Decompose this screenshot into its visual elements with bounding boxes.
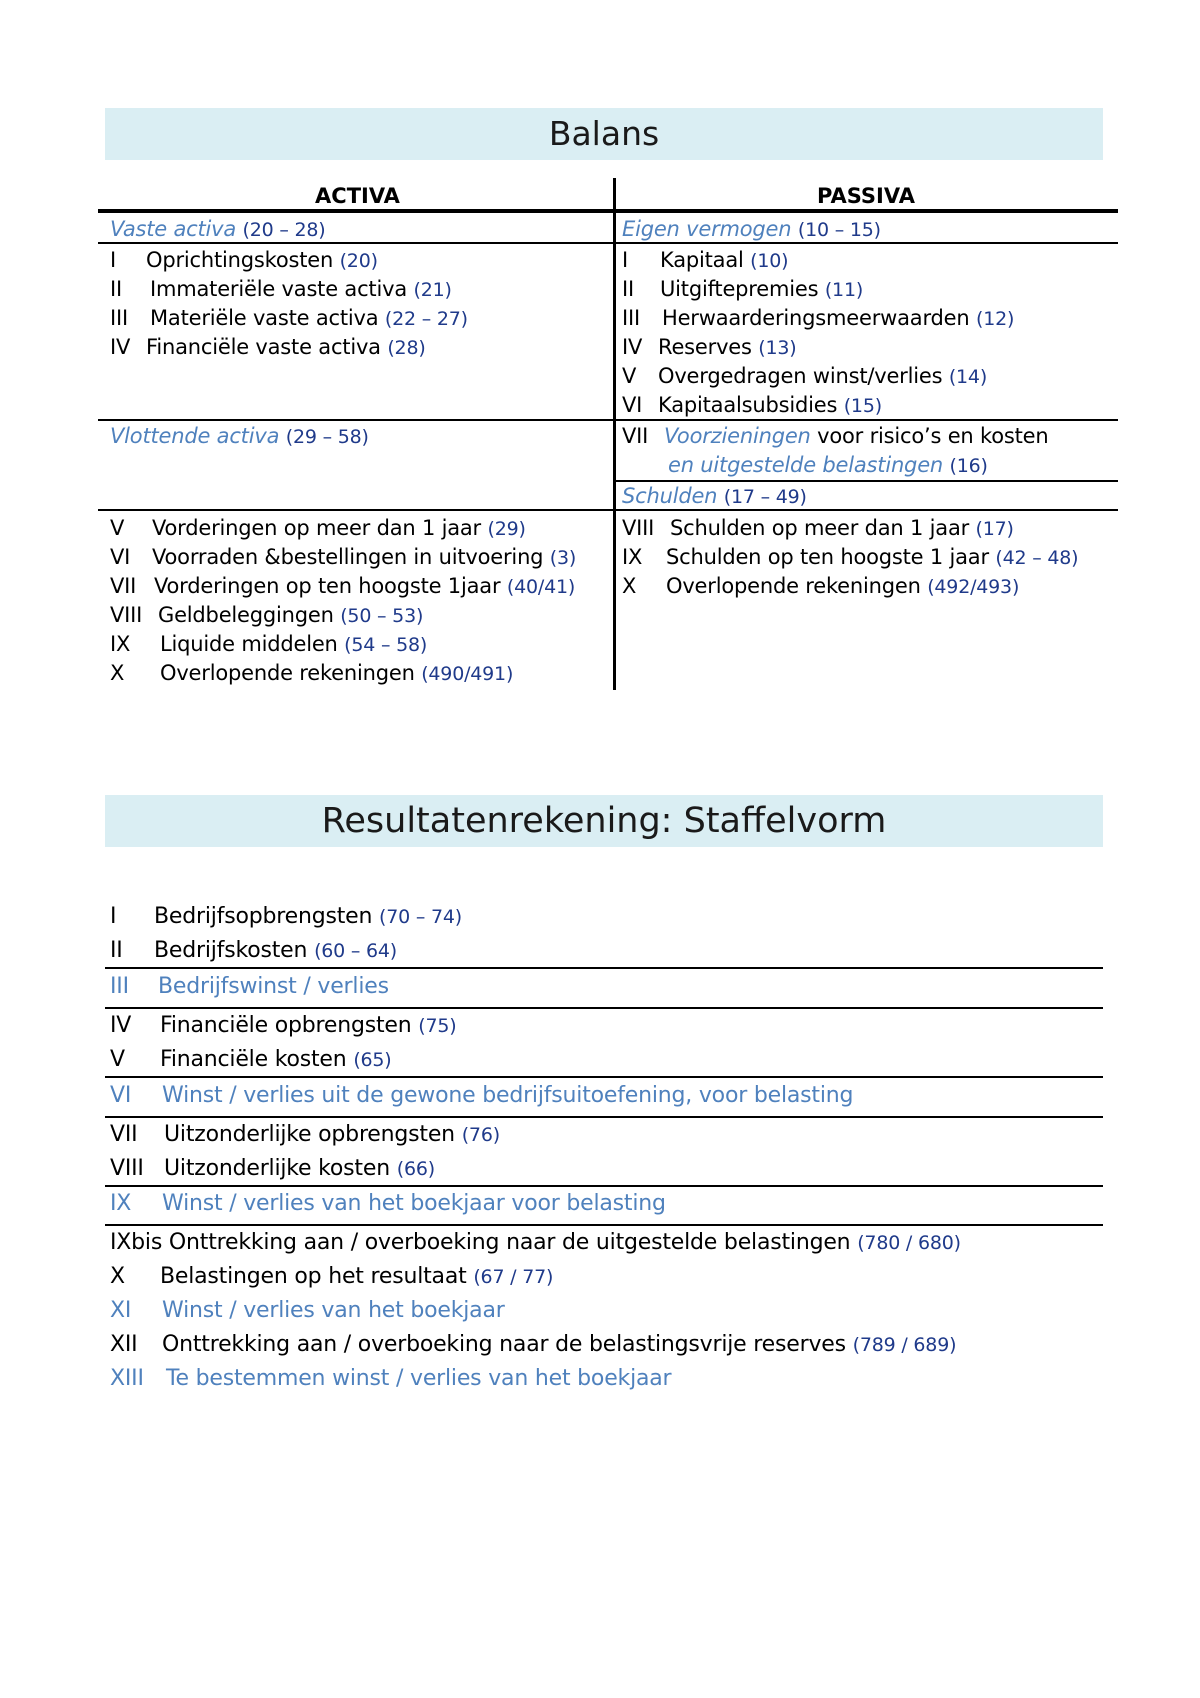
voorzieningen-heading [622, 422, 1048, 451]
table-row [110, 1261, 553, 1293]
table-row [110, 1329, 956, 1361]
roman-numeral: IX [110, 1191, 132, 1216]
list-item [110, 246, 378, 276]
item-code: (14) [948, 366, 988, 388]
list-item [622, 514, 1014, 544]
item-label: Schulden op meer dan 1 jaar [670, 516, 970, 540]
list-item [622, 333, 796, 363]
item-code: (21) [413, 279, 452, 301]
passiva-header: PASSIVA [817, 184, 915, 208]
table-row [110, 1188, 666, 1220]
activa-header: ACTIVA [315, 184, 400, 208]
table-row [110, 1010, 456, 1042]
item-label: Reserves [658, 335, 752, 359]
schulden-code: (17 – 49) [723, 486, 807, 508]
roman-numeral: VIII [622, 516, 655, 540]
item-code: (42 – 48) [995, 547, 1079, 569]
list-item [622, 304, 1014, 334]
header-rule [98, 209, 1118, 213]
item-code: (13) [758, 337, 797, 359]
roman-numeral: IV [110, 335, 131, 359]
vaste-activa-label: Vaste activa [110, 217, 237, 241]
list-item [622, 391, 882, 421]
item-code: (50 – 53) [340, 605, 424, 627]
item-label: Overlopende rekeningen [160, 661, 415, 685]
row-label: Uitzonderlijke kosten [164, 1156, 390, 1181]
row-label: Belastingen op het resultaat [160, 1264, 467, 1289]
roman-numeral: X [110, 1264, 125, 1289]
roman-numeral: XII [110, 1332, 138, 1357]
item-code: (490/491) [421, 663, 514, 685]
vlottende-activa-heading [110, 422, 369, 452]
list-item [110, 333, 426, 363]
list-item [110, 275, 452, 305]
item-label: Oprichtingskosten [146, 248, 334, 272]
roman-numeral: X [622, 574, 637, 598]
table-row [110, 1044, 392, 1076]
row-code: (60 – 64) [314, 940, 398, 962]
row-label: Uitzonderlijke opbrengsten [164, 1122, 455, 1147]
list-item [622, 275, 863, 305]
table-row [110, 901, 462, 933]
roman-numeral: VI [622, 393, 643, 417]
lower-rule [98, 509, 1118, 511]
list-item [622, 362, 987, 392]
row-label: Financiële kosten [160, 1047, 347, 1072]
row-rule [105, 1076, 1103, 1078]
roman-numeral: V [110, 1047, 125, 1072]
roman-numeral: I [110, 904, 117, 929]
roman-numeral: II [110, 277, 122, 301]
item-code: (15) [843, 395, 882, 417]
roman-numeral: I [622, 248, 628, 272]
item-code: (11) [824, 279, 864, 301]
voorzieningen-rest: voor risico’s en kosten [817, 424, 1049, 448]
row-code: (65) [353, 1049, 392, 1071]
roman-numeral: IV [110, 1013, 132, 1038]
table-row [110, 1080, 853, 1112]
table-row [110, 1227, 961, 1259]
voorzieningen-line2 [668, 451, 988, 481]
item-label: Materiële vaste activa [150, 306, 379, 330]
roman-numeral: III [622, 306, 640, 330]
item-code: (28) [387, 337, 426, 359]
item-code: (12) [975, 308, 1015, 330]
schulden-label: Schulden [622, 484, 718, 508]
row-code: (789 / 689) [852, 1334, 957, 1356]
list-item [110, 514, 526, 544]
item-code: (17) [975, 518, 1014, 540]
item-label: Kapitaal [660, 248, 744, 272]
roman-numeral: III [110, 306, 128, 330]
roman-numeral: II [110, 938, 123, 963]
item-label: Overlopende rekeningen [666, 574, 921, 598]
vaste-activa-heading [110, 215, 326, 245]
roman-numeral: XIII [110, 1366, 144, 1391]
row-rule [105, 1007, 1103, 1009]
eigen-vermogen-label: Eigen vermogen [622, 217, 792, 241]
roman-numeral: IX [622, 545, 643, 569]
roman-numeral: IXbis [110, 1230, 163, 1255]
item-label: Vorderingen op ten hoogste 1jaar [154, 574, 501, 598]
row-rule [105, 1224, 1103, 1226]
row-code: (780 / 680) [857, 1232, 961, 1254]
resultatenrekening-title: Resultatenrekening: Staffelvorm [105, 795, 1103, 847]
row-code: (70 – 74) [379, 906, 462, 928]
roman-numeral: V [110, 516, 125, 540]
vlottende-activa-label: Vlottende activa [110, 424, 280, 448]
item-label: Overgedragen winst/verlies [658, 364, 943, 388]
roman-numeral: III [110, 974, 129, 999]
table-row [110, 1153, 435, 1185]
item-label: Schulden op ten hoogste 1 jaar [666, 545, 989, 569]
roman-numeral: IX [110, 632, 131, 656]
item-code: (54 – 58) [344, 634, 428, 656]
roman-numeral: VIII [110, 603, 143, 627]
row-rule [105, 1116, 1103, 1118]
item-label: Uitgiftepremies [660, 277, 819, 301]
item-label: Liquide middelen [160, 632, 338, 656]
vaste-activa-code: (20 – 28) [242, 219, 326, 241]
row-label: Onttrekking aan / overboeking naar de uitgestelde belastingen [168, 1230, 851, 1255]
voorzieningen-code: (16) [949, 455, 988, 477]
roman-numeral: IV [622, 335, 643, 359]
row-code: (76) [461, 1124, 500, 1146]
row-label: Onttrekking aan / overboeking naar de belastingsvrije reserves [162, 1332, 846, 1357]
schulden-heading [622, 482, 807, 512]
item-label: Herwaarderingsmeerwaarden [662, 306, 970, 330]
list-item [110, 572, 575, 602]
item-code: (29) [487, 518, 526, 540]
eigen-vermogen-heading [622, 215, 881, 245]
eigen-vermogen-code: (10 – 15) [797, 219, 881, 241]
voorzieningen-line2-label: en uitgestelde belastingen [668, 453, 944, 477]
list-item [110, 659, 513, 689]
item-code: (20) [339, 250, 378, 272]
row-code: (75) [418, 1015, 457, 1037]
row-label: Winst / verlies uit de gewone bedrijfsuitoefening, voor belasting [162, 1083, 854, 1108]
list-item [622, 543, 1078, 573]
vlottende-activa-code: (29 – 58) [285, 426, 369, 448]
list-item [622, 572, 1019, 602]
row-rule [105, 1185, 1103, 1187]
row-label: Winst / verlies van het boekjaar voor belasting [162, 1191, 666, 1216]
column-divider [613, 178, 616, 690]
roman-numeral: VI [110, 545, 131, 569]
roman-numeral: X [110, 661, 125, 685]
row-rule [105, 967, 1103, 969]
table-row [110, 935, 397, 967]
table-row [110, 1295, 505, 1327]
item-label: Financiële vaste activa [146, 335, 381, 359]
item-label: Kapitaalsubsidies [658, 393, 838, 417]
mid-rule [98, 419, 1118, 421]
roman-numeral: XI [110, 1298, 132, 1323]
row-label: Financiële opbrengsten [160, 1013, 412, 1038]
list-item [110, 304, 468, 334]
list-item [110, 601, 423, 631]
roman-numeral: VII [110, 574, 137, 598]
voorzieningen-label: Voorzieningen [664, 424, 811, 448]
list-item [110, 630, 427, 660]
row-label: Bedrijfswinst / verlies [158, 974, 389, 999]
balans-title: Balans [105, 108, 1103, 160]
row-label: Bedrijfsopbrengsten [154, 904, 373, 929]
row-label: Bedrijfskosten [154, 938, 308, 963]
item-label: Geldbeleggingen [158, 603, 334, 627]
row-label: Te bestemmen winst / verlies van het boekjaar [166, 1366, 672, 1391]
roman-numeral: V [622, 364, 637, 388]
table-row [110, 1363, 671, 1395]
roman-numeral: VI [110, 1083, 132, 1108]
item-label: Immateriële vaste activa [150, 277, 407, 301]
roman-numeral: VII [110, 1122, 138, 1147]
roman-numeral: I [110, 248, 116, 272]
list-item [622, 246, 788, 276]
row-label: Winst / verlies van het boekjaar [162, 1298, 505, 1323]
item-label: Vorderingen op meer dan 1 jaar [152, 516, 481, 540]
list-item [110, 543, 576, 573]
item-label: Voorraden &bestellingen in uitvoering [152, 545, 544, 569]
table-row [110, 1119, 500, 1151]
roman-numeral: VII [622, 424, 649, 448]
item-code: (3) [549, 547, 577, 569]
table-row [110, 971, 389, 1003]
row-code: (66) [396, 1158, 435, 1180]
item-code: (10) [750, 250, 789, 272]
item-code: (492/493) [927, 576, 1020, 598]
item-code: (40/41) [506, 576, 576, 598]
roman-numeral: II [622, 277, 634, 301]
roman-numeral: VIII [110, 1156, 144, 1181]
item-code: (22 – 27) [384, 308, 468, 330]
row-code: (67 / 77) [473, 1266, 554, 1288]
